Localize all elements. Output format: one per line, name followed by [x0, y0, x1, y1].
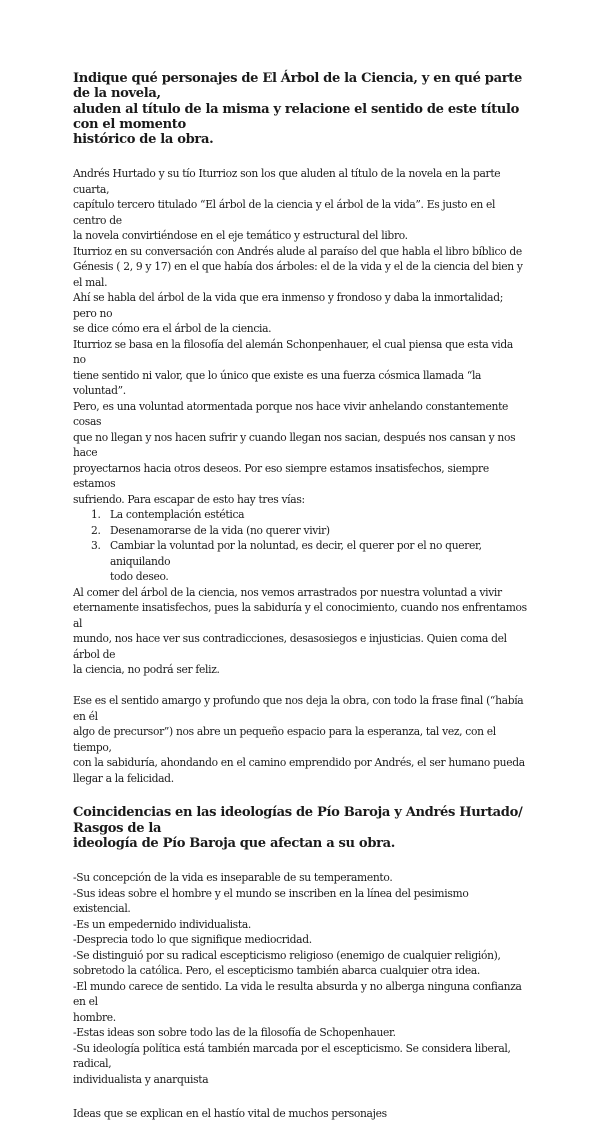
list-item-text: todo deseo. — [110, 570, 169, 584]
section2-paragraph — [73, 870, 528, 1087]
section2-title — [73, 805, 528, 851]
text-line: algo de precursor”) nos abre un pequeño espacio para la esperanza, tal vez, con el tiempo, — [73, 725, 496, 754]
text-line: Andrés Hurtado y su tío Iturrioz son los que aluden al título de la novela en la parte cuarta, — [73, 167, 501, 196]
section1-paragraph-c — [73, 693, 528, 786]
list-number: 2. — [91, 523, 101, 537]
list-item — [73, 507, 528, 523]
escape-ways-list — [73, 507, 528, 585]
spacer — [73, 851, 528, 870]
closing-line: Ideas que se explican en el hastío vital de muchos personajes — [73, 1107, 387, 1121]
document-content — [73, 71, 528, 1122]
list-item — [73, 538, 528, 585]
text-line: -Sus ideas sobre el hombre y el mundo se inscriben en la línea del pesimismo existencial. — [73, 886, 469, 916]
text-line: proyectarnos hacia otros deseos. Por eso siempre estamos insatisfechos, siempre estamos — [73, 461, 489, 491]
text-line: Ahí se habla del árbol de la vida que era inmenso y frondoso y daba la inmortalidad; pero no — [73, 291, 504, 320]
section2-title-line: ideología de Pío Baroja que afectan a su obra. — [73, 836, 396, 852]
text-line: se dice cómo era el árbol de la ciencia. — [73, 322, 272, 336]
text-line: Ese es el sentido amargo y profundo que nos deja la obra, con todo la frase final (“había en él — [73, 694, 524, 723]
text-line: eternamente insatisfechos, pues la sabiduría y el conocimiento, cuando nos enfrentamos al — [73, 601, 527, 630]
section1-title-line: Indique qué personajes de El Árbol de la Ciencia, y en qué parte de la novela, — [73, 71, 522, 102]
text-line: llegar a la felicidad. — [73, 771, 174, 785]
text-line: tiene sentido ni valor, que lo único que existe es una fuerza cósmica llamada “la voluntad”. — [73, 368, 482, 398]
text-line: la ciencia, no podrá ser feliz. — [73, 663, 220, 677]
text-line: individualista y anarquista — [73, 1072, 209, 1086]
text-line: -Su ideología política está también marcada por el escepticismo. Se considera liberal, radical, — [73, 1041, 511, 1071]
section1-title-line: aluden al título de la misma y relacione el sentido de este título con el momento — [73, 101, 519, 132]
text-line: -Desprecia todo lo que signifique mediocridad. — [73, 933, 312, 947]
text-line: -Su concepción de la vida es inseparable de su temperamento. — [73, 871, 393, 885]
section1-title — [73, 71, 528, 147]
text-line: hombre. — [73, 1010, 116, 1024]
list-item — [73, 523, 528, 539]
list-number: 3. — [91, 539, 101, 553]
text-line: sobretodo la católica. Pero, el escepticismo también abarca cualquier otra idea. — [73, 964, 481, 978]
text-line: -El mundo carece de sentido. La vida le resulta absurda y no alberga ninguna confianza en el — [73, 979, 522, 1009]
text-line: Iturrioz se basa en la filosofía del alemán Schonpenhauer, el cual piensa que esta vida no — [73, 337, 513, 367]
text-line: Génesis ( 2, 9 y 17) en el que había dos árboles: el de la vida y el de la ciencia del bien y el mal. — [73, 260, 523, 289]
text-line: Al comer del árbol de la ciencia, nos vemos arrastrados por nuestra voluntad a vivir — [73, 585, 502, 599]
section2-title-line: Coincidencias en las ideologías de Pío Baroja y Andrés Hurtado/ Rasgos de la — [73, 805, 523, 836]
list-number: 1. — [91, 508, 101, 522]
text-line: -Es un empedernido individualista. — [73, 917, 251, 931]
section1-title-line: histórico de la obra. — [73, 132, 214, 148]
text-line: que no llegan y nos hacen sufrir y cuando llegan nos sacian, después nos cansan y nos hace — [73, 430, 516, 460]
list-item-text: Desenamorarse de la vida (no querer vivir) — [110, 523, 330, 537]
text-line: sufriendo. Para escapar de esto hay tres vías: — [73, 492, 305, 506]
section1-paragraph-b — [73, 585, 528, 678]
spacer — [73, 678, 528, 694]
spacer — [73, 1087, 528, 1106]
text-line: mundo, nos hace ver sus contradicciones, desasosiegos e injusticias. Quien coma del árbol de — [73, 632, 507, 661]
text-line: Pero, es una voluntad atormentada porque nos hace vivir anhelando constantemente cosas — [73, 399, 509, 429]
text-line: la novela convirtiéndose en el eje temático y estructural del libro. — [73, 229, 408, 243]
spacer — [73, 147, 528, 166]
text-line: con la sabiduría, ahondando en el camino emprendido por Andrés, el ser humano pueda — [73, 756, 525, 770]
text-line: capítulo tercero titulado “El árbol de la ciencia y el árbol de la vida”. Es justo en el centro de — [73, 198, 496, 227]
section1-paragraph-a — [73, 166, 528, 507]
list-item-text: La contemplación estética — [110, 508, 245, 522]
spacer — [73, 786, 528, 805]
list-item-text: Cambiar la voluntad por la noluntad, es decir, el querer por el no querer, aniquilando — [110, 539, 482, 568]
text-line: -Estas ideas son sobre todo las de la filosofía de Schopenhauer. — [73, 1026, 396, 1040]
text-line: -Se distinguió por su radical escepticismo religioso (enemigo de cualquier religión), — [73, 948, 501, 962]
text-line: Iturrioz en su conversación con Andrés alude al paraíso del que habla el libro bíblico de — [73, 244, 522, 258]
